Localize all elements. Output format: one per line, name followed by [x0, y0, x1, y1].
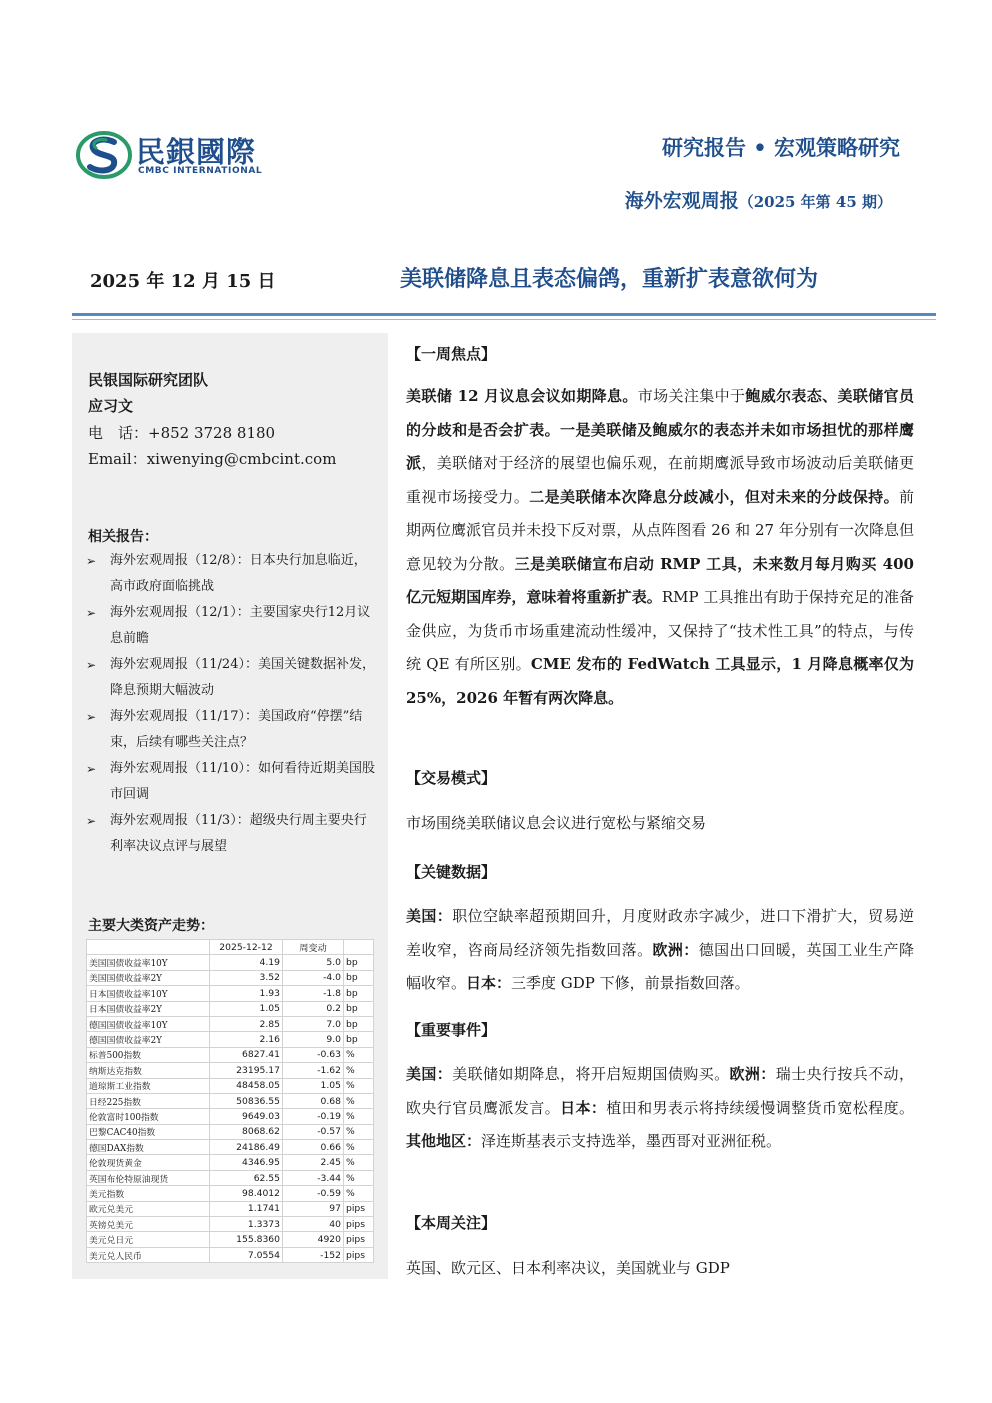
asset-name: 英镑兑美元 [87, 1217, 210, 1232]
asset-change: 4920 [283, 1232, 344, 1247]
col-header-date: 2025-12-12 [210, 940, 283, 955]
keydata-paragraph [406, 900, 914, 1001]
watch-heading: 【本周关注】 [406, 1214, 497, 1232]
assets-table [86, 939, 374, 1263]
body-text: 泽连斯基表示支持选举，墨西哥对亚洲征税。 [481, 1132, 782, 1150]
related-report-title: 海外宏观周报（12/8）：日本央行加息临近，高市政府面临挑战 [110, 553, 367, 594]
logo-name-en: CMBC INTERNATIONAL [138, 166, 263, 176]
asset-unit: bp [344, 1016, 374, 1031]
header-divider [72, 313, 936, 316]
author-name: 应习文 [88, 397, 134, 415]
emphasis-text: 日本： [466, 974, 512, 992]
asset-change: -0.59 [283, 1186, 344, 1201]
asset-name: 日经225指数 [87, 1093, 210, 1108]
table-row [87, 955, 374, 970]
asset-unit: pips [344, 1232, 374, 1247]
asset-name: 欧元兑美元 [87, 1201, 210, 1216]
bullet-arrow-icon: ➢ [86, 762, 97, 776]
col-header-asset [87, 940, 210, 955]
emphasis-text: 欧洲： [652, 940, 699, 959]
asset-value: 6827.41 [210, 1047, 283, 1062]
table-row [87, 1232, 374, 1247]
asset-change: 0.2 [283, 1001, 344, 1016]
asset-unit: pips [344, 1201, 374, 1216]
body-text: 前期两位鹰派官员并未投下反对票，从点阵图看 26 和 27 年分别有一次降息但意见较为分散。 [406, 487, 914, 573]
asset-unit: % [344, 1155, 374, 1170]
asset-value: 48458.05 [210, 1078, 283, 1093]
related-report-item[interactable] [86, 600, 378, 652]
asset-name: 道琼斯工业指数 [87, 1078, 210, 1093]
asset-change: -152 [283, 1247, 344, 1262]
asset-value: 155.8360 [210, 1232, 283, 1247]
focus-paragraph [406, 380, 914, 715]
asset-name: 美国国债收益率10Y [87, 955, 210, 970]
keydata-heading: 【关键数据】 [406, 863, 497, 881]
table-row [87, 1124, 374, 1139]
asset-value: 8068.62 [210, 1124, 283, 1139]
asset-change: -1.8 [283, 986, 344, 1001]
asset-name: 英国布伦特原油现货 [87, 1170, 210, 1185]
asset-unit: bp [344, 986, 374, 1001]
asset-unit: bp [344, 1001, 374, 1016]
asset-unit: % [344, 1109, 374, 1124]
asset-unit: % [344, 1078, 374, 1093]
body-text: 瑞士央行按兵不动，欧央行官员鹰派发言。 [406, 1065, 914, 1117]
asset-value: 23195.17 [210, 1063, 283, 1078]
table-row [87, 1217, 374, 1232]
asset-value: 1.3373 [210, 1217, 283, 1232]
asset-name: 伦敦现货黄金 [87, 1155, 210, 1170]
table-row [87, 986, 374, 1001]
body-text: 职位空缺率超预期回升，月度财政赤字减少，进口下滑扩大，贸易逆差收窄，咨商局经济领先指数回落。 [406, 907, 914, 959]
asset-name: 美元兑日元 [87, 1232, 210, 1247]
asset-value: 1.1741 [210, 1201, 283, 1216]
asset-change: -4.0 [283, 970, 344, 985]
bullet-arrow-icon: ➢ [86, 710, 97, 724]
asset-value: 4346.95 [210, 1155, 283, 1170]
report-type: 研究报告 • 宏观策略研究 [661, 135, 900, 160]
asset-change: -3.44 [283, 1170, 344, 1185]
asset-name: 巴黎CAC40指数 [87, 1124, 210, 1139]
table-row [87, 1170, 374, 1185]
sidebar [72, 333, 388, 1279]
asset-name: 日本国债收益率2Y [87, 1001, 210, 1016]
emphasis-text: CME 发布的 FedWatch 工具显示，1 月降息概率仅为 25%，2026 年暂有两次降息。 [406, 655, 914, 707]
related-report-title: 海外宏观周报（11/3）：超级央行周主要央行利率决议点评与展望 [110, 813, 367, 854]
table-row [87, 1001, 374, 1016]
emphasis-text: 二是美联储本次降息分歧减小，但对未来的分歧保持。 [529, 487, 899, 506]
asset-name: 美国国债收益率2Y [87, 970, 210, 985]
asset-unit: % [344, 1063, 374, 1078]
asset-unit: bp [344, 970, 374, 985]
asset-value: 3.52 [210, 970, 283, 985]
asset-unit: % [344, 1124, 374, 1139]
logo-name-cn: 民銀國際 [136, 135, 257, 169]
asset-value: 9649.03 [210, 1109, 283, 1124]
table-row [87, 1186, 374, 1201]
asset-change: -0.19 [283, 1109, 344, 1124]
asset-name: 德国国债收益率2Y [87, 1032, 210, 1047]
assets-heading: 主要大类资产走势： [88, 918, 214, 934]
emphasis-text: 三是美联储宣布启动 RMP 工具，未来数月每月购买 400 亿元短期国库券，意味着将重新扩表。 [406, 554, 914, 606]
assets-table-header [87, 940, 374, 955]
asset-value: 2.85 [210, 1016, 283, 1031]
asset-unit: bp [344, 1032, 374, 1047]
report-title: 美联储降息且表态偏鸽，重新扩表意欲何为 [400, 266, 819, 292]
asset-value: 1.93 [210, 986, 283, 1001]
related-report-title: 海外宏观周报（11/17）：美国政府“停摆”结束，后续有哪些关注点？ [110, 709, 363, 750]
related-report-item[interactable] [86, 704, 378, 756]
asset-value: 24186.49 [210, 1140, 283, 1155]
emphasis-text: 美国： [406, 1065, 453, 1083]
author-phone: 电 话：+852 3728 8180 [88, 424, 276, 442]
emphasis-text: 其他地区： [406, 1132, 482, 1150]
asset-unit: pips [344, 1217, 374, 1232]
research-team: 民银国际研究团队 [88, 371, 209, 389]
table-row [87, 1201, 374, 1216]
asset-unit: % [344, 1093, 374, 1108]
col-header-change: 周变动 [283, 940, 344, 955]
related-report-title: 海外宏观周报（11/24）：美国关键数据补发，降息预期大幅波动 [110, 657, 375, 698]
trade-heading: 【交易模式】 [406, 769, 497, 787]
related-report-item[interactable] [86, 808, 378, 860]
asset-value: 7.0554 [210, 1247, 283, 1262]
asset-name: 标普500指数 [87, 1047, 210, 1062]
table-row [87, 970, 374, 985]
asset-name: 日本国债收益率10Y [87, 986, 210, 1001]
asset-value: 62.55 [210, 1170, 283, 1185]
asset-unit: % [344, 1186, 374, 1201]
asset-unit: bp [344, 955, 374, 970]
table-row [87, 1016, 374, 1031]
asset-change: 97 [283, 1201, 344, 1216]
asset-change: 7.0 [283, 1016, 344, 1031]
asset-change: 5.0 [283, 955, 344, 970]
related-report-item[interactable] [86, 652, 378, 704]
bullet-arrow-icon: ➢ [86, 554, 97, 568]
author-email: Email：xiwenying@cmbcint.com [88, 450, 337, 468]
series-name: 海外宏观周报 [624, 190, 739, 212]
asset-unit: % [344, 1047, 374, 1062]
related-report-title: 海外宏观周报（12/1）：主要国家央行12月议息前瞻 [110, 605, 371, 646]
asset-change: 0.66 [283, 1140, 344, 1155]
table-row [87, 1078, 374, 1093]
asset-change: 40 [283, 1217, 344, 1232]
related-report-item[interactable] [86, 756, 378, 808]
col-header-unit [344, 940, 374, 955]
emphasis-text: 鲍威尔表态、美联储官员的分歧和是否会扩表。一是美联储及鲍威尔的表态并未如市场担忧的那样鹰派 [406, 387, 914, 472]
asset-value: 4.19 [210, 955, 283, 970]
asset-change: 9.0 [283, 1032, 344, 1047]
asset-change: -0.63 [283, 1047, 344, 1062]
company-logo [76, 126, 286, 182]
table-row [87, 1093, 374, 1108]
emphasis-text: 美国： [406, 907, 453, 925]
related-reports-heading: 相关报告： [88, 529, 158, 545]
asset-change: 0.68 [283, 1093, 344, 1108]
table-row [87, 1047, 374, 1062]
asset-change: 2.45 [283, 1155, 344, 1170]
asset-name: 德国国债收益率10Y [87, 1016, 210, 1031]
trade-paragraph: 市场围绕美联储议息会议进行宽松与紧缩交易 [406, 814, 707, 832]
asset-name: 德国DAX指数 [87, 1140, 210, 1155]
events-heading: 【重要事件】 [406, 1021, 497, 1039]
asset-name: 美元兑人民币 [87, 1247, 210, 1262]
body-text: ，美联储对于经济的展望也偏乐观，在前期鹰派导致市场波动后美联储更重视市场接受力。 [406, 454, 914, 506]
asset-value: 50836.55 [210, 1093, 283, 1108]
issue-number: （2025 年第 45 期） [738, 193, 892, 211]
emphasis-text: 日本： [560, 1098, 607, 1117]
asset-name: 纳斯达克指数 [87, 1063, 210, 1078]
asset-name: 伦敦富时100指数 [87, 1109, 210, 1124]
events-paragraph [406, 1058, 914, 1159]
asset-value: 98.4012 [210, 1186, 283, 1201]
asset-unit: % [344, 1170, 374, 1185]
emphasis-text: 欧洲： [729, 1065, 776, 1083]
related-report-title: 海外宏观周报（11/10）：如何看待近期美国股市回调 [110, 761, 375, 802]
body-text: RMP 工具推出有助于保持充足的准备金供应，为货币市场重建流动性缓冲，又保持了“技术性工具”的特点，与传统 QE 有所区别。 [406, 588, 914, 673]
logo-mark-icon [76, 130, 132, 180]
table-row [87, 1109, 374, 1124]
watch-paragraph: 英国、欧元区、日本利率决议，美国就业与 GDP [406, 1259, 730, 1277]
report-series [625, 186, 892, 213]
body-text: 三季度 GDP 下修，前景指数回落。 [511, 974, 750, 992]
table-row [87, 1032, 374, 1047]
asset-change: -0.57 [283, 1124, 344, 1139]
emphasis-text: 美联储 12 月议息会议如期降息。 [406, 387, 638, 405]
related-report-item[interactable] [86, 548, 378, 600]
table-row [87, 1155, 374, 1170]
body-text: 德国出口回暖，英国工业生产降幅收窄。 [406, 940, 914, 992]
body-text: 植田和男表示将持续缓慢调整货币宽松程度。 [606, 1098, 914, 1117]
bullet-arrow-icon: ➢ [86, 658, 97, 672]
related-reports-list [86, 548, 378, 860]
asset-unit: pips [344, 1247, 374, 1262]
body-text: 美联储如期降息，将开启短期国债购买。 [452, 1065, 730, 1083]
asset-unit: % [344, 1140, 374, 1155]
report-date: 2025 年 12 月 15 日 [90, 271, 276, 292]
table-row [87, 1063, 374, 1078]
bullet-arrow-icon: ➢ [86, 814, 97, 828]
asset-value: 2.16 [210, 1032, 283, 1047]
bullet-arrow-icon: ➢ [86, 606, 97, 620]
asset-change: 1.05 [283, 1078, 344, 1093]
body-text: 市场关注集中于 [637, 387, 746, 405]
focus-heading: 【一周焦点】 [406, 345, 497, 363]
header-divider-thin [72, 319, 936, 320]
asset-change: -1.62 [283, 1063, 344, 1078]
table-row [87, 1140, 374, 1155]
table-row [87, 1247, 374, 1262]
asset-value: 1.05 [210, 1001, 283, 1016]
asset-name: 美元指数 [87, 1186, 210, 1201]
